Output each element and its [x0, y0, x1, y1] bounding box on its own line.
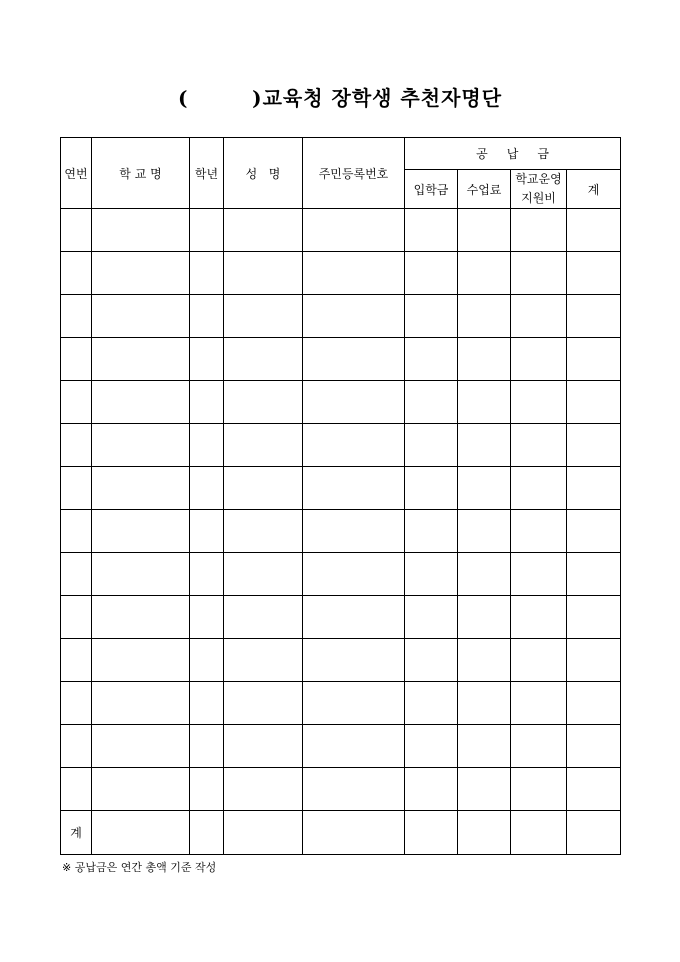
admission-fee-cell[interactable] — [405, 467, 458, 510]
tuition-cell[interactable] — [458, 252, 511, 295]
no-cell[interactable] — [61, 510, 92, 553]
school-cell[interactable] — [92, 596, 190, 639]
header-operation-support — [511, 170, 567, 209]
name-cell[interactable] — [224, 639, 303, 682]
no-cell[interactable] — [61, 725, 92, 768]
table-row — [61, 768, 621, 811]
id-number-cell[interactable] — [303, 209, 405, 252]
admission-fee-cell[interactable] — [405, 553, 458, 596]
operation-support-cell[interactable] — [511, 338, 567, 381]
grade-cell[interactable] — [190, 467, 224, 510]
admission-fee-cell[interactable] — [405, 424, 458, 467]
header-id-number: 주민등록번호 — [303, 138, 405, 209]
tuition-cell[interactable] — [458, 682, 511, 725]
no-cell[interactable] — [61, 252, 92, 295]
subtotal-cell[interactable] — [567, 252, 621, 295]
id-number-cell[interactable] — [303, 467, 405, 510]
no-cell[interactable] — [61, 295, 92, 338]
table-row — [61, 553, 621, 596]
subtotal-cell[interactable] — [567, 725, 621, 768]
tuition-cell[interactable] — [458, 295, 511, 338]
total-cell[interactable] — [567, 811, 621, 855]
table-row — [61, 725, 621, 768]
header-subtotal: 계 — [567, 170, 621, 209]
grade-cell[interactable] — [190, 338, 224, 381]
name-cell[interactable] — [224, 553, 303, 596]
no-cell[interactable] — [61, 768, 92, 811]
id-number-cell[interactable] — [303, 639, 405, 682]
header-operation-support-line2: 지원비 — [521, 191, 556, 205]
table-row — [61, 639, 621, 682]
admission-fee-cell[interactable] — [405, 209, 458, 252]
footnote: ※ 공납금은 연간 총액 기준 작성 — [62, 861, 217, 874]
name-cell[interactable] — [224, 252, 303, 295]
operation-support-cell[interactable] — [511, 424, 567, 467]
grade-cell[interactable] — [190, 553, 224, 596]
id-number-cell[interactable] — [303, 596, 405, 639]
grade-cell[interactable] — [190, 682, 224, 725]
grade-cell[interactable] — [190, 424, 224, 467]
subtotal-cell[interactable] — [567, 209, 621, 252]
grade-cell[interactable] — [190, 639, 224, 682]
operation-support-cell[interactable] — [511, 252, 567, 295]
table-row — [61, 338, 621, 381]
name-cell[interactable] — [224, 295, 303, 338]
subtotal-cell[interactable] — [567, 510, 621, 553]
tuition-cell[interactable] — [458, 467, 511, 510]
header-operation-support-line1: 학교운영 — [515, 172, 562, 186]
grade-cell[interactable] — [190, 381, 224, 424]
table-row — [61, 682, 621, 725]
operation-support-cell[interactable] — [511, 725, 567, 768]
school-cell[interactable] — [92, 424, 190, 467]
operation-support-cell[interactable] — [511, 381, 567, 424]
id-number-cell[interactable] — [303, 424, 405, 467]
id-number-cell[interactable] — [303, 338, 405, 381]
subtotal-cell[interactable] — [567, 639, 621, 682]
no-cell[interactable] — [61, 682, 92, 725]
table-row — [61, 424, 621, 467]
grade-cell[interactable] — [190, 725, 224, 768]
name-cell[interactable] — [224, 338, 303, 381]
school-cell[interactable] — [92, 467, 190, 510]
school-cell[interactable] — [92, 725, 190, 768]
roster-body — [61, 209, 621, 855]
operation-support-cell[interactable] — [511, 768, 567, 811]
no-cell[interactable] — [61, 424, 92, 467]
no-cell[interactable] — [61, 553, 92, 596]
header-no: 연번 — [61, 138, 92, 209]
id-number-cell[interactable] — [303, 553, 405, 596]
name-cell[interactable] — [224, 596, 303, 639]
school-cell[interactable] — [92, 295, 190, 338]
no-cell[interactable] — [61, 381, 92, 424]
no-cell[interactable] — [61, 338, 92, 381]
total-cell[interactable] — [92, 811, 190, 855]
grade-cell[interactable] — [190, 209, 224, 252]
no-cell[interactable] — [61, 639, 92, 682]
tuition-cell[interactable] — [458, 553, 511, 596]
total-row — [61, 811, 621, 855]
tuition-cell[interactable] — [458, 209, 511, 252]
table-row — [61, 252, 621, 295]
name-cell[interactable] — [224, 424, 303, 467]
total-cell[interactable] — [224, 811, 303, 855]
admission-fee-cell[interactable] — [405, 338, 458, 381]
tuition-cell[interactable] — [458, 381, 511, 424]
grade-cell[interactable] — [190, 295, 224, 338]
subtotal-cell[interactable] — [567, 553, 621, 596]
operation-support-cell[interactable] — [511, 510, 567, 553]
grade-cell[interactable] — [190, 768, 224, 811]
id-number-cell[interactable] — [303, 295, 405, 338]
total-cell[interactable] — [405, 811, 458, 855]
grade-cell[interactable] — [190, 252, 224, 295]
id-number-cell[interactable] — [303, 381, 405, 424]
subtotal-cell[interactable] — [567, 381, 621, 424]
no-cell[interactable] — [61, 467, 92, 510]
tuition-cell[interactable] — [458, 338, 511, 381]
table-row — [61, 381, 621, 424]
tuition-cell[interactable] — [458, 424, 511, 467]
table-row — [61, 596, 621, 639]
total-cell[interactable] — [511, 811, 567, 855]
tuition-cell[interactable] — [458, 510, 511, 553]
table-row — [61, 510, 621, 553]
subtotal-cell[interactable] — [567, 467, 621, 510]
header-fees-group: 공 납 금 — [405, 138, 621, 170]
admission-fee-cell[interactable] — [405, 725, 458, 768]
subtotal-cell[interactable] — [567, 295, 621, 338]
table-row — [61, 467, 621, 510]
operation-support-cell[interactable] — [511, 596, 567, 639]
admission-fee-cell[interactable] — [405, 682, 458, 725]
total-label: 계 — [61, 811, 92, 855]
operation-support-cell[interactable] — [511, 295, 567, 338]
subtotal-cell[interactable] — [567, 682, 621, 725]
header-name: 성 명 — [224, 138, 303, 209]
tuition-cell[interactable] — [458, 725, 511, 768]
total-cell[interactable] — [458, 811, 511, 855]
document-title: ( )교육청 장학생 추천자명단 — [177, 86, 503, 110]
school-cell[interactable] — [92, 252, 190, 295]
name-cell[interactable] — [224, 467, 303, 510]
admission-fee-cell[interactable] — [405, 768, 458, 811]
header-admission-fee: 입학금 — [405, 170, 458, 209]
school-cell[interactable] — [92, 553, 190, 596]
grade-cell[interactable] — [190, 596, 224, 639]
tuition-cell[interactable] — [458, 639, 511, 682]
subtotal-cell[interactable] — [567, 768, 621, 811]
operation-support-cell[interactable] — [511, 467, 567, 510]
grade-cell[interactable] — [190, 510, 224, 553]
total-cell[interactable] — [303, 811, 405, 855]
id-number-cell[interactable] — [303, 725, 405, 768]
id-number-cell[interactable] — [303, 768, 405, 811]
school-cell[interactable] — [92, 209, 190, 252]
subtotal-cell[interactable] — [567, 338, 621, 381]
school-cell[interactable] — [92, 338, 190, 381]
operation-support-cell[interactable] — [511, 553, 567, 596]
no-cell[interactable] — [61, 596, 92, 639]
id-number-cell[interactable] — [303, 252, 405, 295]
name-cell[interactable] — [224, 682, 303, 725]
tuition-cell[interactable] — [458, 596, 511, 639]
operation-support-cell[interactable] — [511, 639, 567, 682]
school-cell[interactable] — [92, 639, 190, 682]
admission-fee-cell[interactable] — [405, 295, 458, 338]
admission-fee-cell[interactable] — [405, 596, 458, 639]
name-cell[interactable] — [224, 381, 303, 424]
subtotal-cell[interactable] — [567, 424, 621, 467]
school-cell[interactable] — [92, 768, 190, 811]
admission-fee-cell[interactable] — [405, 639, 458, 682]
header-grade: 학년 — [190, 138, 224, 209]
recommendation-roster-table — [60, 137, 621, 855]
school-cell[interactable] — [92, 510, 190, 553]
id-number-cell[interactable] — [303, 510, 405, 553]
table-row — [61, 295, 621, 338]
id-number-cell[interactable] — [303, 682, 405, 725]
name-cell[interactable] — [224, 510, 303, 553]
school-cell[interactable] — [92, 381, 190, 424]
name-cell[interactable] — [224, 768, 303, 811]
admission-fee-cell[interactable] — [405, 252, 458, 295]
name-cell[interactable] — [224, 725, 303, 768]
name-cell[interactable] — [224, 209, 303, 252]
total-cell[interactable] — [190, 811, 224, 855]
operation-support-cell[interactable] — [511, 682, 567, 725]
subtotal-cell[interactable] — [567, 596, 621, 639]
no-cell[interactable] — [61, 209, 92, 252]
school-cell[interactable] — [92, 682, 190, 725]
header-tuition: 수업료 — [458, 170, 511, 209]
tuition-cell[interactable] — [458, 768, 511, 811]
admission-fee-cell[interactable] — [405, 381, 458, 424]
admission-fee-cell[interactable] — [405, 510, 458, 553]
table-row — [61, 209, 621, 252]
operation-support-cell[interactable] — [511, 209, 567, 252]
header-school: 학 교 명 — [92, 138, 190, 209]
